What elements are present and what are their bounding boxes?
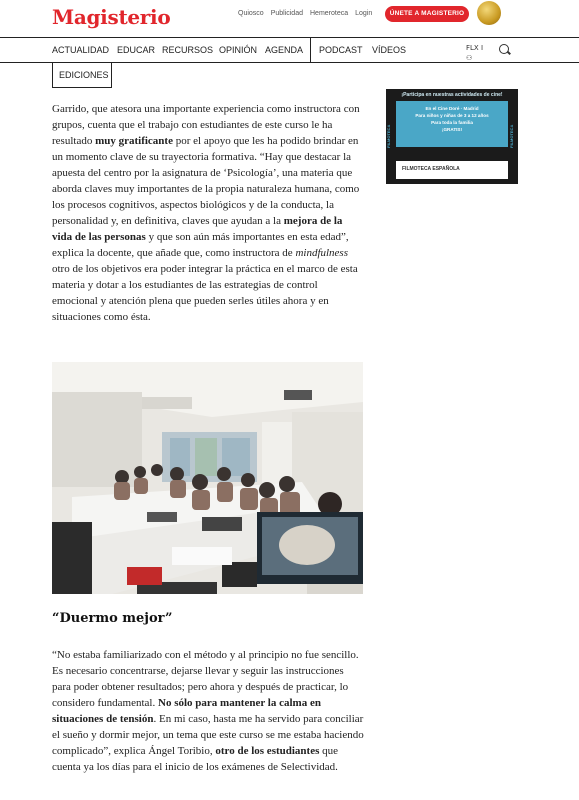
link-hemeroteca[interactable]: Hemeroteca (310, 10, 349, 17)
ad-headline: ¡Participa en nuestras actividades de cine! (401, 92, 503, 98)
italic-text: mindfulness (295, 247, 348, 259)
sidebar-ad-banner[interactable] (386, 89, 518, 184)
text-run: Garrido, que atesora una importante experiencia como instructora con grupos, cuenta que el trabajo con estudiantes de este curso le ha resultado (52, 103, 360, 147)
nav-videos[interactable]: VÍDEOS (372, 45, 407, 55)
link-login[interactable]: Login (355, 10, 373, 17)
ad-line: Para niños y niñas de 3 a 12 años (415, 113, 489, 118)
award-medal-icon (477, 1, 501, 25)
nav-ediciones[interactable] (52, 62, 112, 88)
user-menu[interactable]: FLX I (466, 44, 484, 52)
ad-logo-strip (396, 161, 508, 179)
top-links (238, 10, 372, 17)
nav-opinion[interactable]: OPINIÓN (219, 45, 258, 55)
nav-educar[interactable]: EDUCAR (117, 45, 156, 55)
classroom-illustration (52, 362, 363, 594)
link-quiosco[interactable]: Quiosco (238, 10, 264, 17)
bold-text: otro de los estudiantes (215, 745, 320, 757)
ad-content (396, 89, 508, 184)
link-publicidad[interactable]: Publicidad (270, 10, 303, 17)
article-paragraph (52, 101, 364, 325)
join-button[interactable] (385, 6, 469, 22)
join-button-brand: MAGISTERIO (421, 10, 465, 17)
ad-side-text-left: FILMOTECA (386, 124, 391, 149)
ad-line: Para toda la familia (431, 120, 473, 125)
ad-side-text-right: FILMOTECA (509, 124, 514, 149)
join-button-prefix: ÚNETE A (389, 10, 422, 17)
nav-ediciones-label: EDICIONES (59, 70, 109, 80)
text-run: y que son aún más importantes en esta edad”, explica la docente, que añade que, como instructora de (52, 231, 349, 259)
article-body (52, 101, 364, 325)
quote-paragraph (52, 647, 364, 775)
bold-text: muy gratificante (95, 135, 173, 147)
text-run: que cuenta ya los días para el inicio de los exámenes de Selectividad. (52, 745, 339, 773)
ad-info-box (396, 101, 508, 147)
nav-actualidad[interactable]: ACTUALIDAD (52, 45, 110, 55)
site-logo[interactable]: Magisterio (52, 5, 171, 29)
bold-text: mejora de la vida de las personas (52, 215, 343, 243)
bold-text: No sólo para mantener la calma en situaciones de tensión (52, 697, 321, 725)
text-run: otro de los objetivos era poder integrar la práctica en el marco de esta materia y dotar a los estudiantes de las estrategias de control emocional y atención plena que pueden serles útiles ahora y en situaciones como ésta. (52, 263, 358, 323)
classroom-photo (52, 362, 363, 594)
ad-line: En el Cine Doré · Madrid (425, 106, 479, 111)
text-run: por el apoyo que les ha podido brindar en un momento clave de su trayectoria formativa. “Hay que destacar la apuesta del centro por la asignatura de ‘Psicología’, una materia que aborda claves muy importantes de la propia naturaleza humana, como los procesos cognitivos, aspectos biológicos y de la conducta, la personalidad y, en definitiva, claves que ayudan a la (52, 135, 360, 227)
nav-podcast[interactable]: PODCAST (319, 45, 363, 55)
top-header (0, 0, 579, 34)
main-nav (0, 37, 579, 63)
user-icon[interactable]: ⚇ (466, 54, 473, 62)
text-run: “No estaba familiarizado con el método y al principio no fue sencillo. Es necesario concentrarse, dejarse llevar y seguir las instrucciones para poder obtener resultados; pero ahora y después de practicar, lo considero fundamental. (52, 649, 359, 709)
ad-logo-label: FILMOTECA ESPAÑOLA (402, 166, 460, 172)
ad-line: ¡GRATIS! (441, 127, 463, 132)
nav-agenda[interactable]: AGENDA (265, 45, 304, 55)
text-run: . En mi caso, hasta me ha servido para conciliar el sueño y dormir mejor, un tema que este curso se me estaba haciendo complicado”, explica Ángel Toribio, (52, 713, 364, 757)
nav-divider (310, 38, 311, 62)
search-icon[interactable] (499, 44, 509, 54)
nav-recursos[interactable]: RECURSOS (162, 45, 214, 55)
section-heading: “Duermo mejor” (52, 611, 173, 626)
